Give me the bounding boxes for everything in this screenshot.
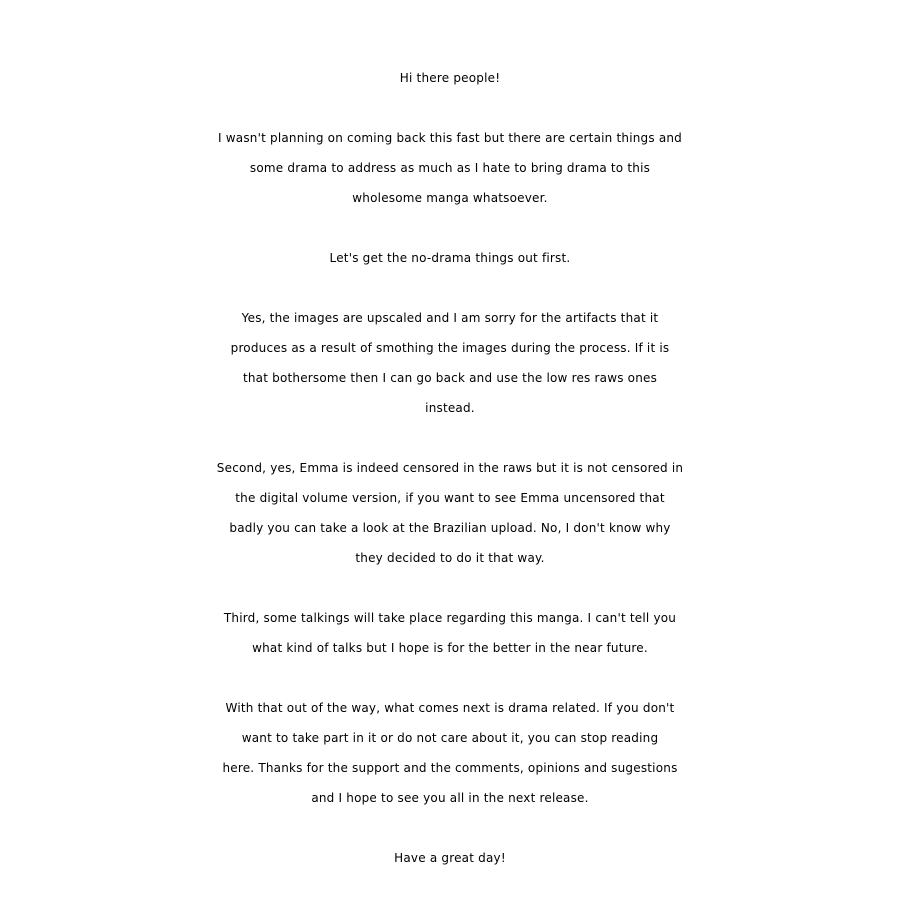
paragraph-1-line: I wasn't planning on coming back this fast but there are certain things and (218, 131, 682, 145)
paragraph-6-line: With that out of the way, what comes next is drama related. If you don't (225, 701, 675, 715)
closing-line: Have a great day! (394, 851, 506, 865)
paragraph-3-line: instead. (425, 401, 475, 415)
paragraph-6-line: and I hope to see you all in the next release. (311, 791, 589, 805)
paragraph-6-line: here. Thanks for the support and the comments, opinions and sugestions (222, 761, 678, 775)
paragraph-4-line: they decided to do it that way. (355, 551, 545, 565)
paragraph-1-line: some drama to address as much as I hate to bring drama to this (249, 161, 651, 175)
paragraph-4-line: the digital volume version, if you want to see Emma uncensored that (235, 491, 665, 505)
paragraph-1-line: wholesome manga whatsoever. (352, 191, 548, 205)
paragraph-5-line: what kind of talks but I hope is for the better in the near future. (252, 641, 648, 655)
paragraph-3-line: Yes, the images are upscaled and I am sorry for the artifacts that it (241, 311, 659, 325)
paragraph-2-line: Let's get the no-drama things out first. (329, 251, 571, 265)
paragraph-4-line: Second, yes, Emma is indeed censored in the raws but it is not censored in (216, 461, 684, 475)
paragraph-5-line: Third, some talkings will take place regarding this manga. I can't tell you (223, 611, 677, 625)
paragraph-4-line: badly you can take a look at the Brazilian upload. No, I don't know why (229, 521, 671, 535)
greeting-line: Hi there people! (399, 71, 501, 85)
paragraph-6-line: want to take part in it or do not care about it, you can stop reading (241, 731, 659, 745)
paragraph-3-line: produces as a result of smothing the images during the process. If it is (230, 341, 670, 355)
paragraph-3-line: that bothersome then I can go back and use the low res raws ones (242, 371, 658, 385)
